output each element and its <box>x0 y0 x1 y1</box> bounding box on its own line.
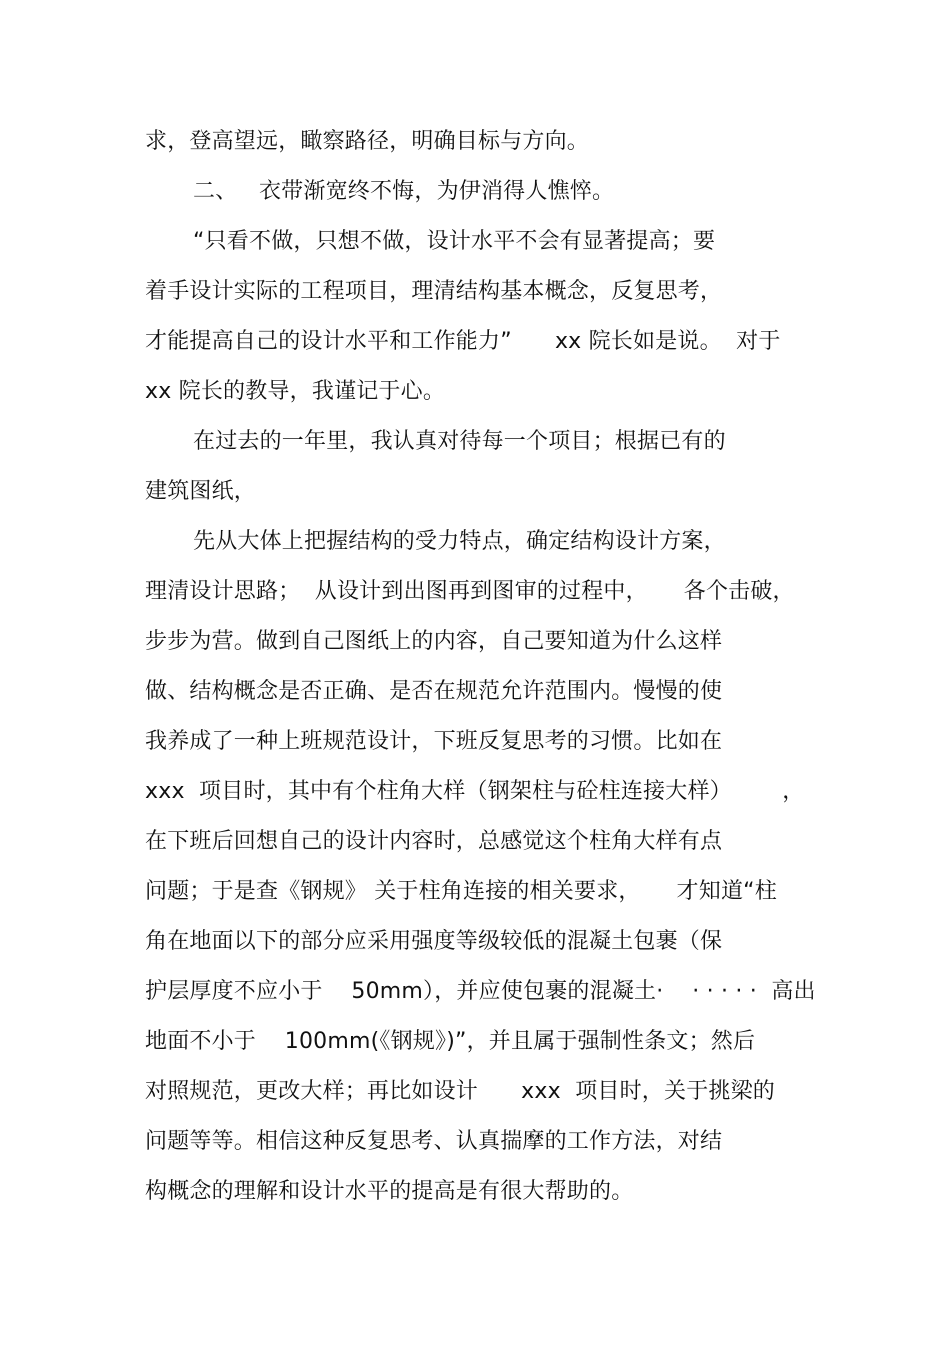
text-line-7: 在过去的一年里，我认真对待每一个项目；根据已有的 <box>193 429 726 454</box>
text-line-10: 理清设计思路； 从设计到出图再到图审的过程中， 各个击破， <box>145 579 795 604</box>
section-heading-2: 二、 衣带渐宽终不悔，为伊消得人憔悴。 <box>193 179 615 204</box>
text-line-1: 求，登高望远，瞰察路径，明确目标与方向。 <box>145 129 590 154</box>
text-line-8: 建筑图纸， <box>145 479 257 504</box>
text-line-20: 对照规范，更改大样；再比如设计 xxx 项目时，关于挑梁的 <box>145 1079 776 1104</box>
text-line-14: xxx 项目时，其中有个柱角大样（钢架柱与砼柱连接大样） ， <box>145 779 805 804</box>
text-line-22: 构概念的理解和设计水平的提高是有很大帮助的。 <box>145 1179 634 1204</box>
text-line-18: 护层厚度不应小于 50mm），并应使包裹的混凝土· · · · · · 高出 <box>145 979 816 1004</box>
text-line-3: “只看不做，只想不做，设计水平不会有显著提高；要 <box>193 229 716 254</box>
text-line-12: 做、结构概念是否正确、是否在规范允许范围内。慢慢的使 <box>145 679 723 704</box>
text-line-6: xx 院长的教导，我谨记于心。 <box>145 379 446 404</box>
text-line-16: 问题；于是查《钢规》 关于柱角连接的相关要求， 才知道“柱 <box>145 879 777 904</box>
text-line-19: 地面不小于 100mm(《钢规》)”，并且属于强制性条文；然后 <box>145 1029 756 1054</box>
text-line-5: 才能提高自己的设计水平和工作能力” xx 院长如是说。 对于 <box>145 329 781 354</box>
text-line-21: 问题等等。相信这种反复思考、认真揣摩的工作方法，对结 <box>145 1129 723 1154</box>
text-line-4: 着手设计实际的工程项目，理清结构基本概念，反复思考， <box>145 279 723 304</box>
text-line-13: 我养成了一种上班规范设计，下班反复思考的习惯。比如在 <box>145 729 723 754</box>
text-line-17: 角在地面以下的部分应采用强度等级较低的混凝土包裹（保 <box>145 929 723 954</box>
text-line-11: 步步为营。做到自己图纸上的内容，自己要知道为什么这样 <box>145 629 723 654</box>
text-line-9: 先从大体上把握结构的受力特点，确定结构设计方案， <box>193 529 726 554</box>
text-line-15: 在下班后回想自己的设计内容时，总感觉这个柱角大样有点 <box>145 829 723 854</box>
